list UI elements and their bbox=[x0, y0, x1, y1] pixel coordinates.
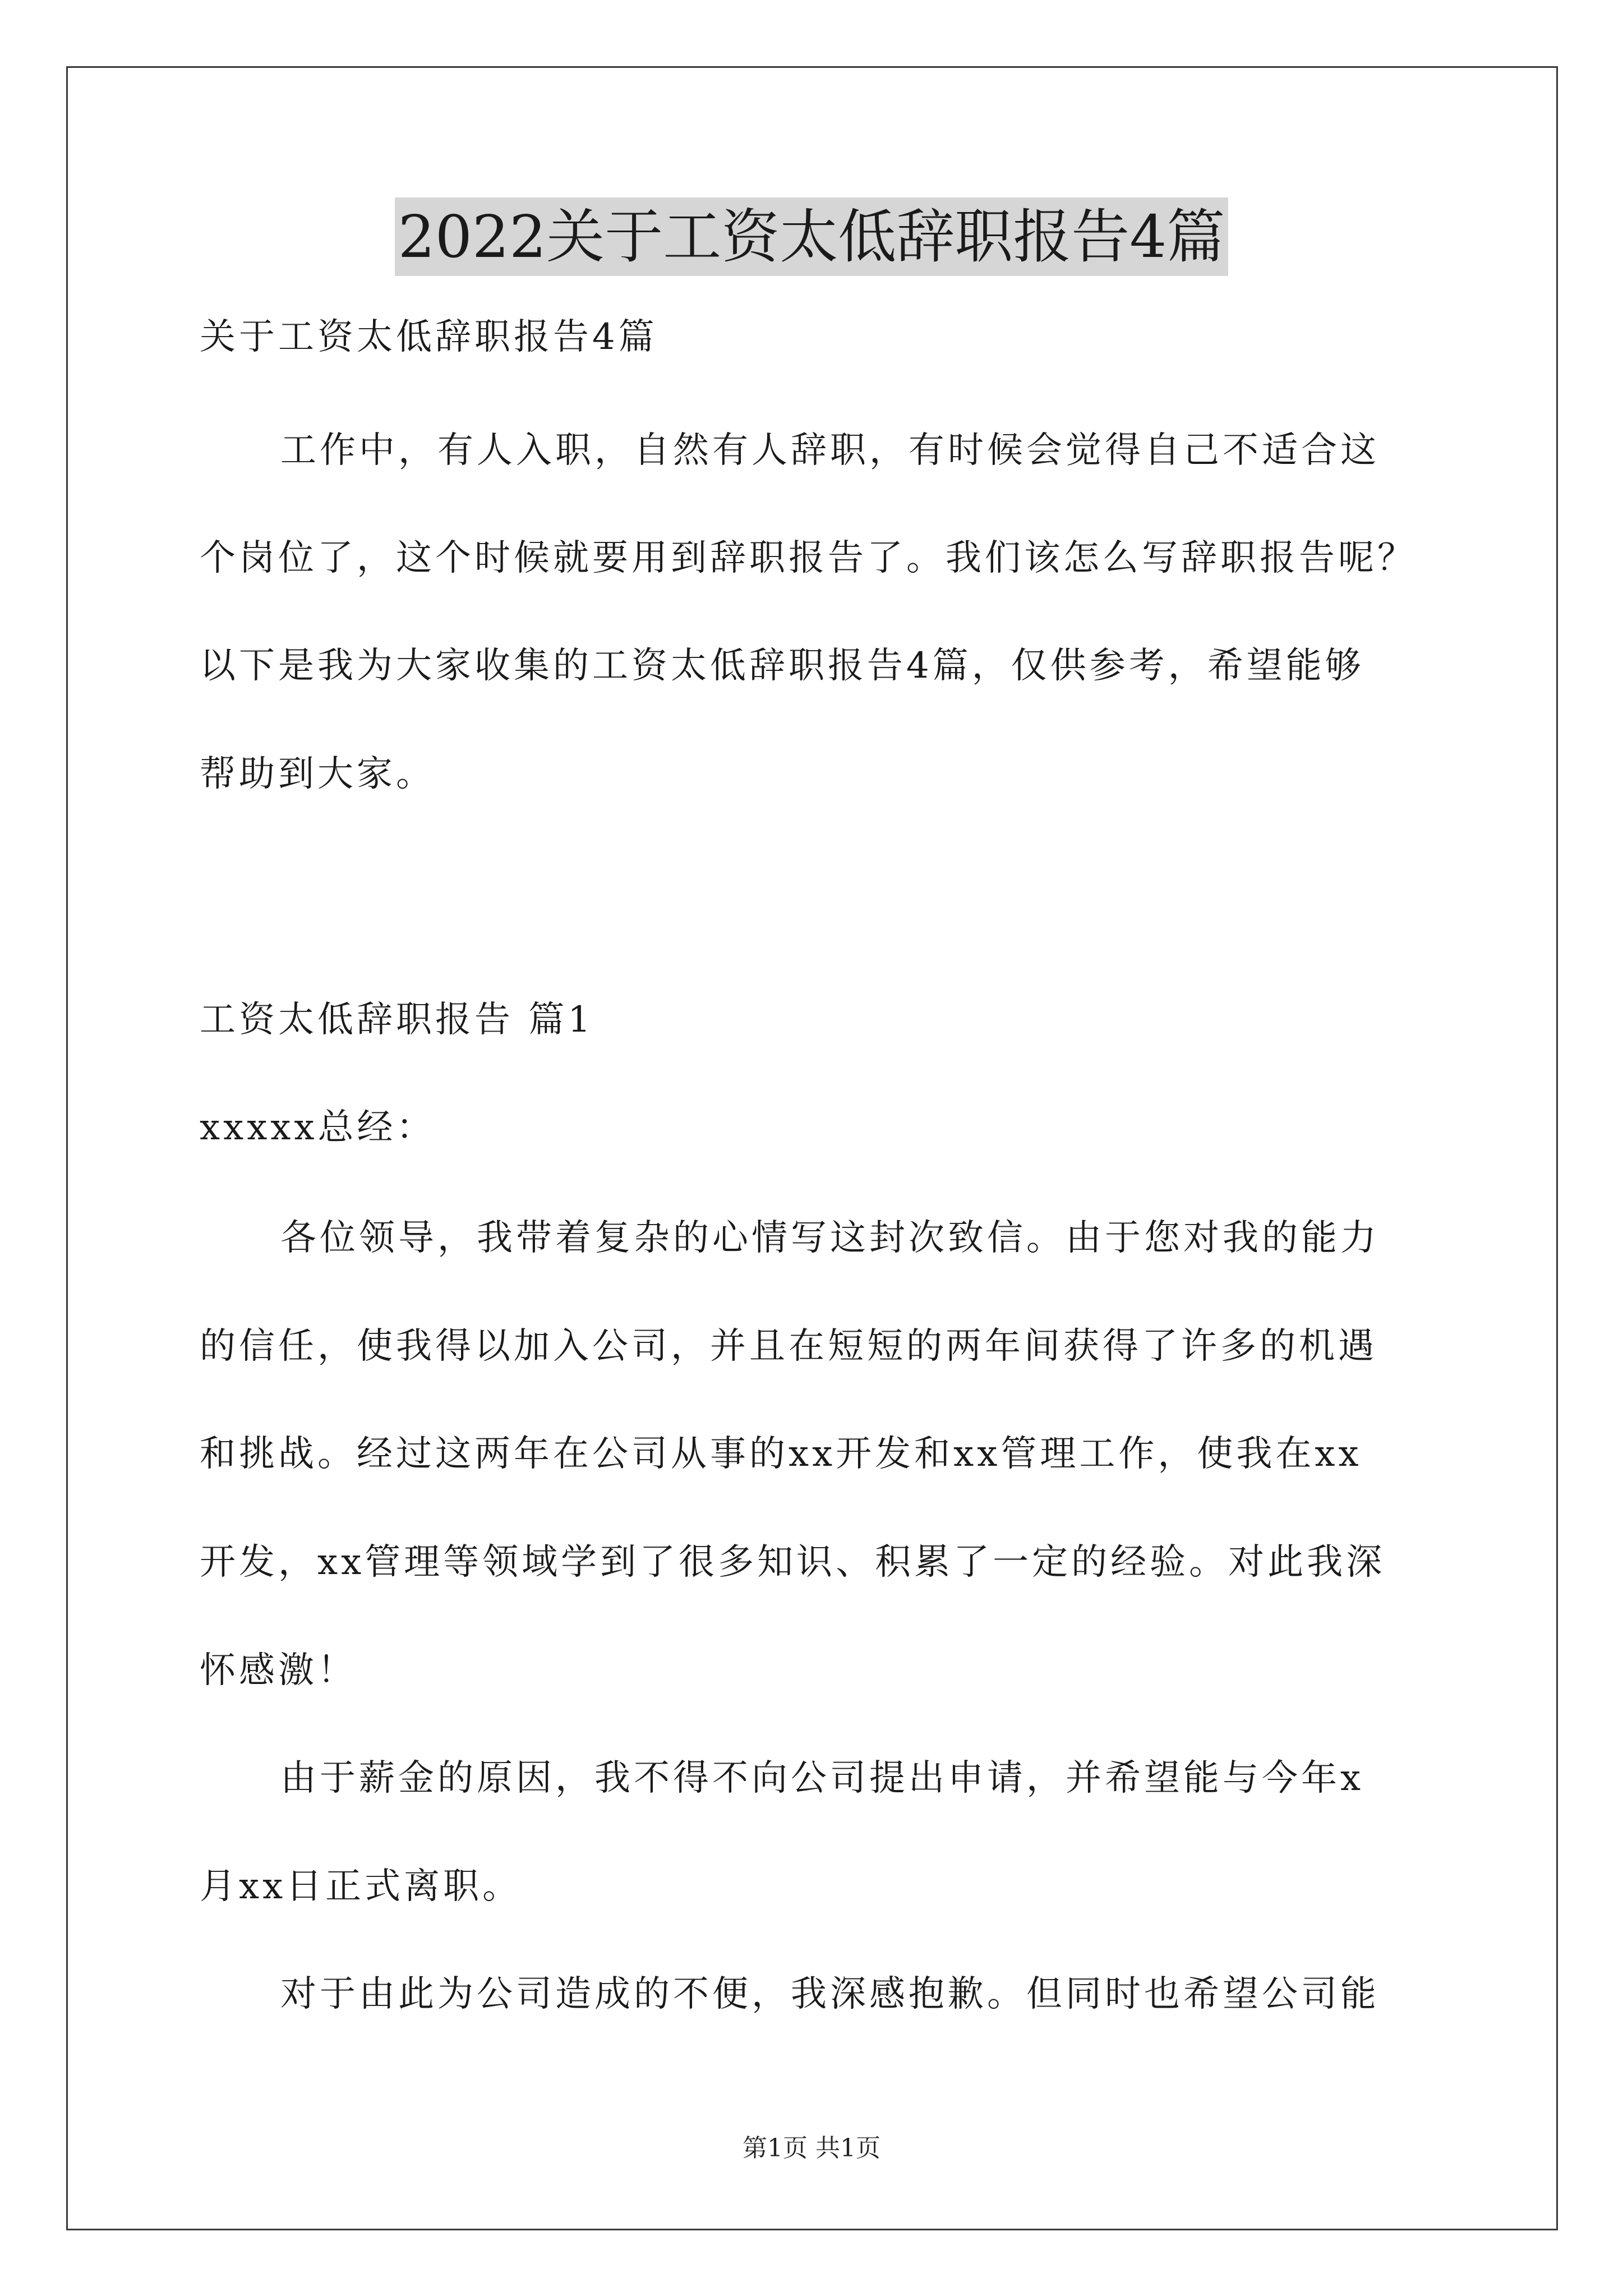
intro-line-4: 帮助到大家。 bbox=[200, 753, 435, 795]
body-line-4: 开发，xx管理等领域学到了很多知识、积累了一定的经验。对此我深 bbox=[200, 1542, 1386, 1583]
body-line-6: 由于薪金的原因，我不得不向公司提出申请，并希望能与今年x bbox=[280, 1757, 1364, 1799]
intro-line-1: 工作中，有人入职，自然有人辞职，有时候会觉得自己不适合这 bbox=[280, 430, 1380, 471]
intro-line-3: 以下是我为大家收集的工资太低辞职报告4篇，仅供参考，希望能够 bbox=[200, 645, 1364, 687]
intro-line-2: 个岗位了，这个时候就要用到辞职报告了。我们该怎么写辞职报告呢？ bbox=[200, 537, 1417, 579]
body-line-8: 对于由此为公司造成的不便，我深感抱歉。但同时也希望公司能 bbox=[280, 1973, 1380, 2015]
document-title-text: 2022关于工资太低辞职报告4篇 bbox=[395, 197, 1229, 276]
section-heading: 工资太低辞职报告 篇1 bbox=[200, 999, 594, 1041]
page-number: 第1页 共1页 bbox=[743, 2134, 880, 2162]
body-line-3: 和挑战。经过这两年在公司从事的xx开发和xx管理工作，使我在xx bbox=[200, 1433, 1362, 1475]
salutation: xxxxx总经： bbox=[200, 1107, 436, 1148]
document-title bbox=[0, 197, 1623, 276]
body-line-2: 的信任，使我得以加入公司，并且在短短的两年间获得了许多的机遇 bbox=[200, 1326, 1377, 1367]
subtitle-line: 关于工资太低辞职报告4篇 bbox=[200, 316, 658, 358]
body-line-7: 月xx日正式离职。 bbox=[200, 1866, 522, 1907]
body-line-5: 怀感激！ bbox=[200, 1650, 357, 1691]
body-line-1: 各位领导，我带着复杂的心情写这封次致信。由于您对我的能力 bbox=[280, 1217, 1380, 1259]
